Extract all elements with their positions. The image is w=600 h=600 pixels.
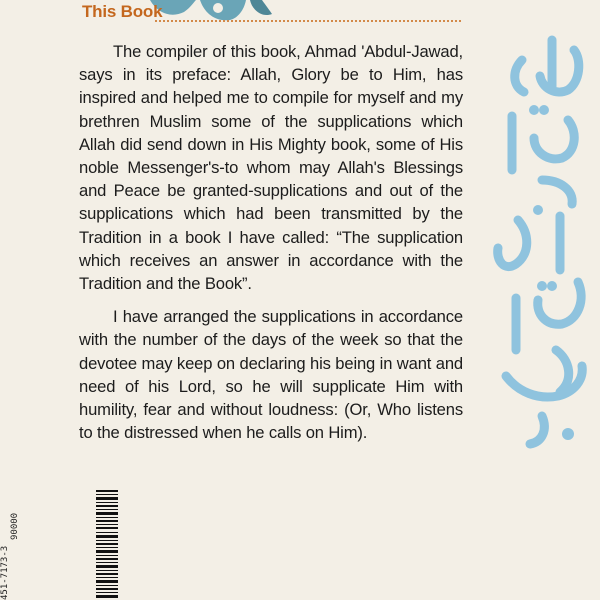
barcode-isbn-digits: 451-7173-3 xyxy=(0,545,10,600)
barcode-price-digits: 90000 xyxy=(10,512,20,540)
description-text xyxy=(79,40,463,454)
paragraph-1: The compiler of this book, Ahmad 'Abdul-Jawad, says in its preface: Allah, Glory be to Him, has inspired and helped me to compile for myself and my brethren Muslim some of the supplications which Allah did send down in His Mighty book, some of His noble Messenger's-to whom may Allah's Blessings and Peace be granted-supplications and out of the supplications which had been transmitted by the Tradition in a book I have called: “The supplication which receives an answer in accordance with the Tradition and the Book”. xyxy=(79,42,463,294)
heading-divider xyxy=(155,20,461,22)
barcode xyxy=(84,490,120,600)
arabic-calligraphy-title xyxy=(482,20,600,450)
paragraph-2: I have arranged the supplications in accordance with the number of the days of the week so that the devotee may keep on declaring his being in want and need of his Lord, so he will supplicate Him with humility, fear and without loudness: (Or, Who listens to the distressed when he calls on Him). xyxy=(79,307,463,443)
barcode-bars xyxy=(96,490,118,600)
section-heading: This Book xyxy=(82,2,163,21)
